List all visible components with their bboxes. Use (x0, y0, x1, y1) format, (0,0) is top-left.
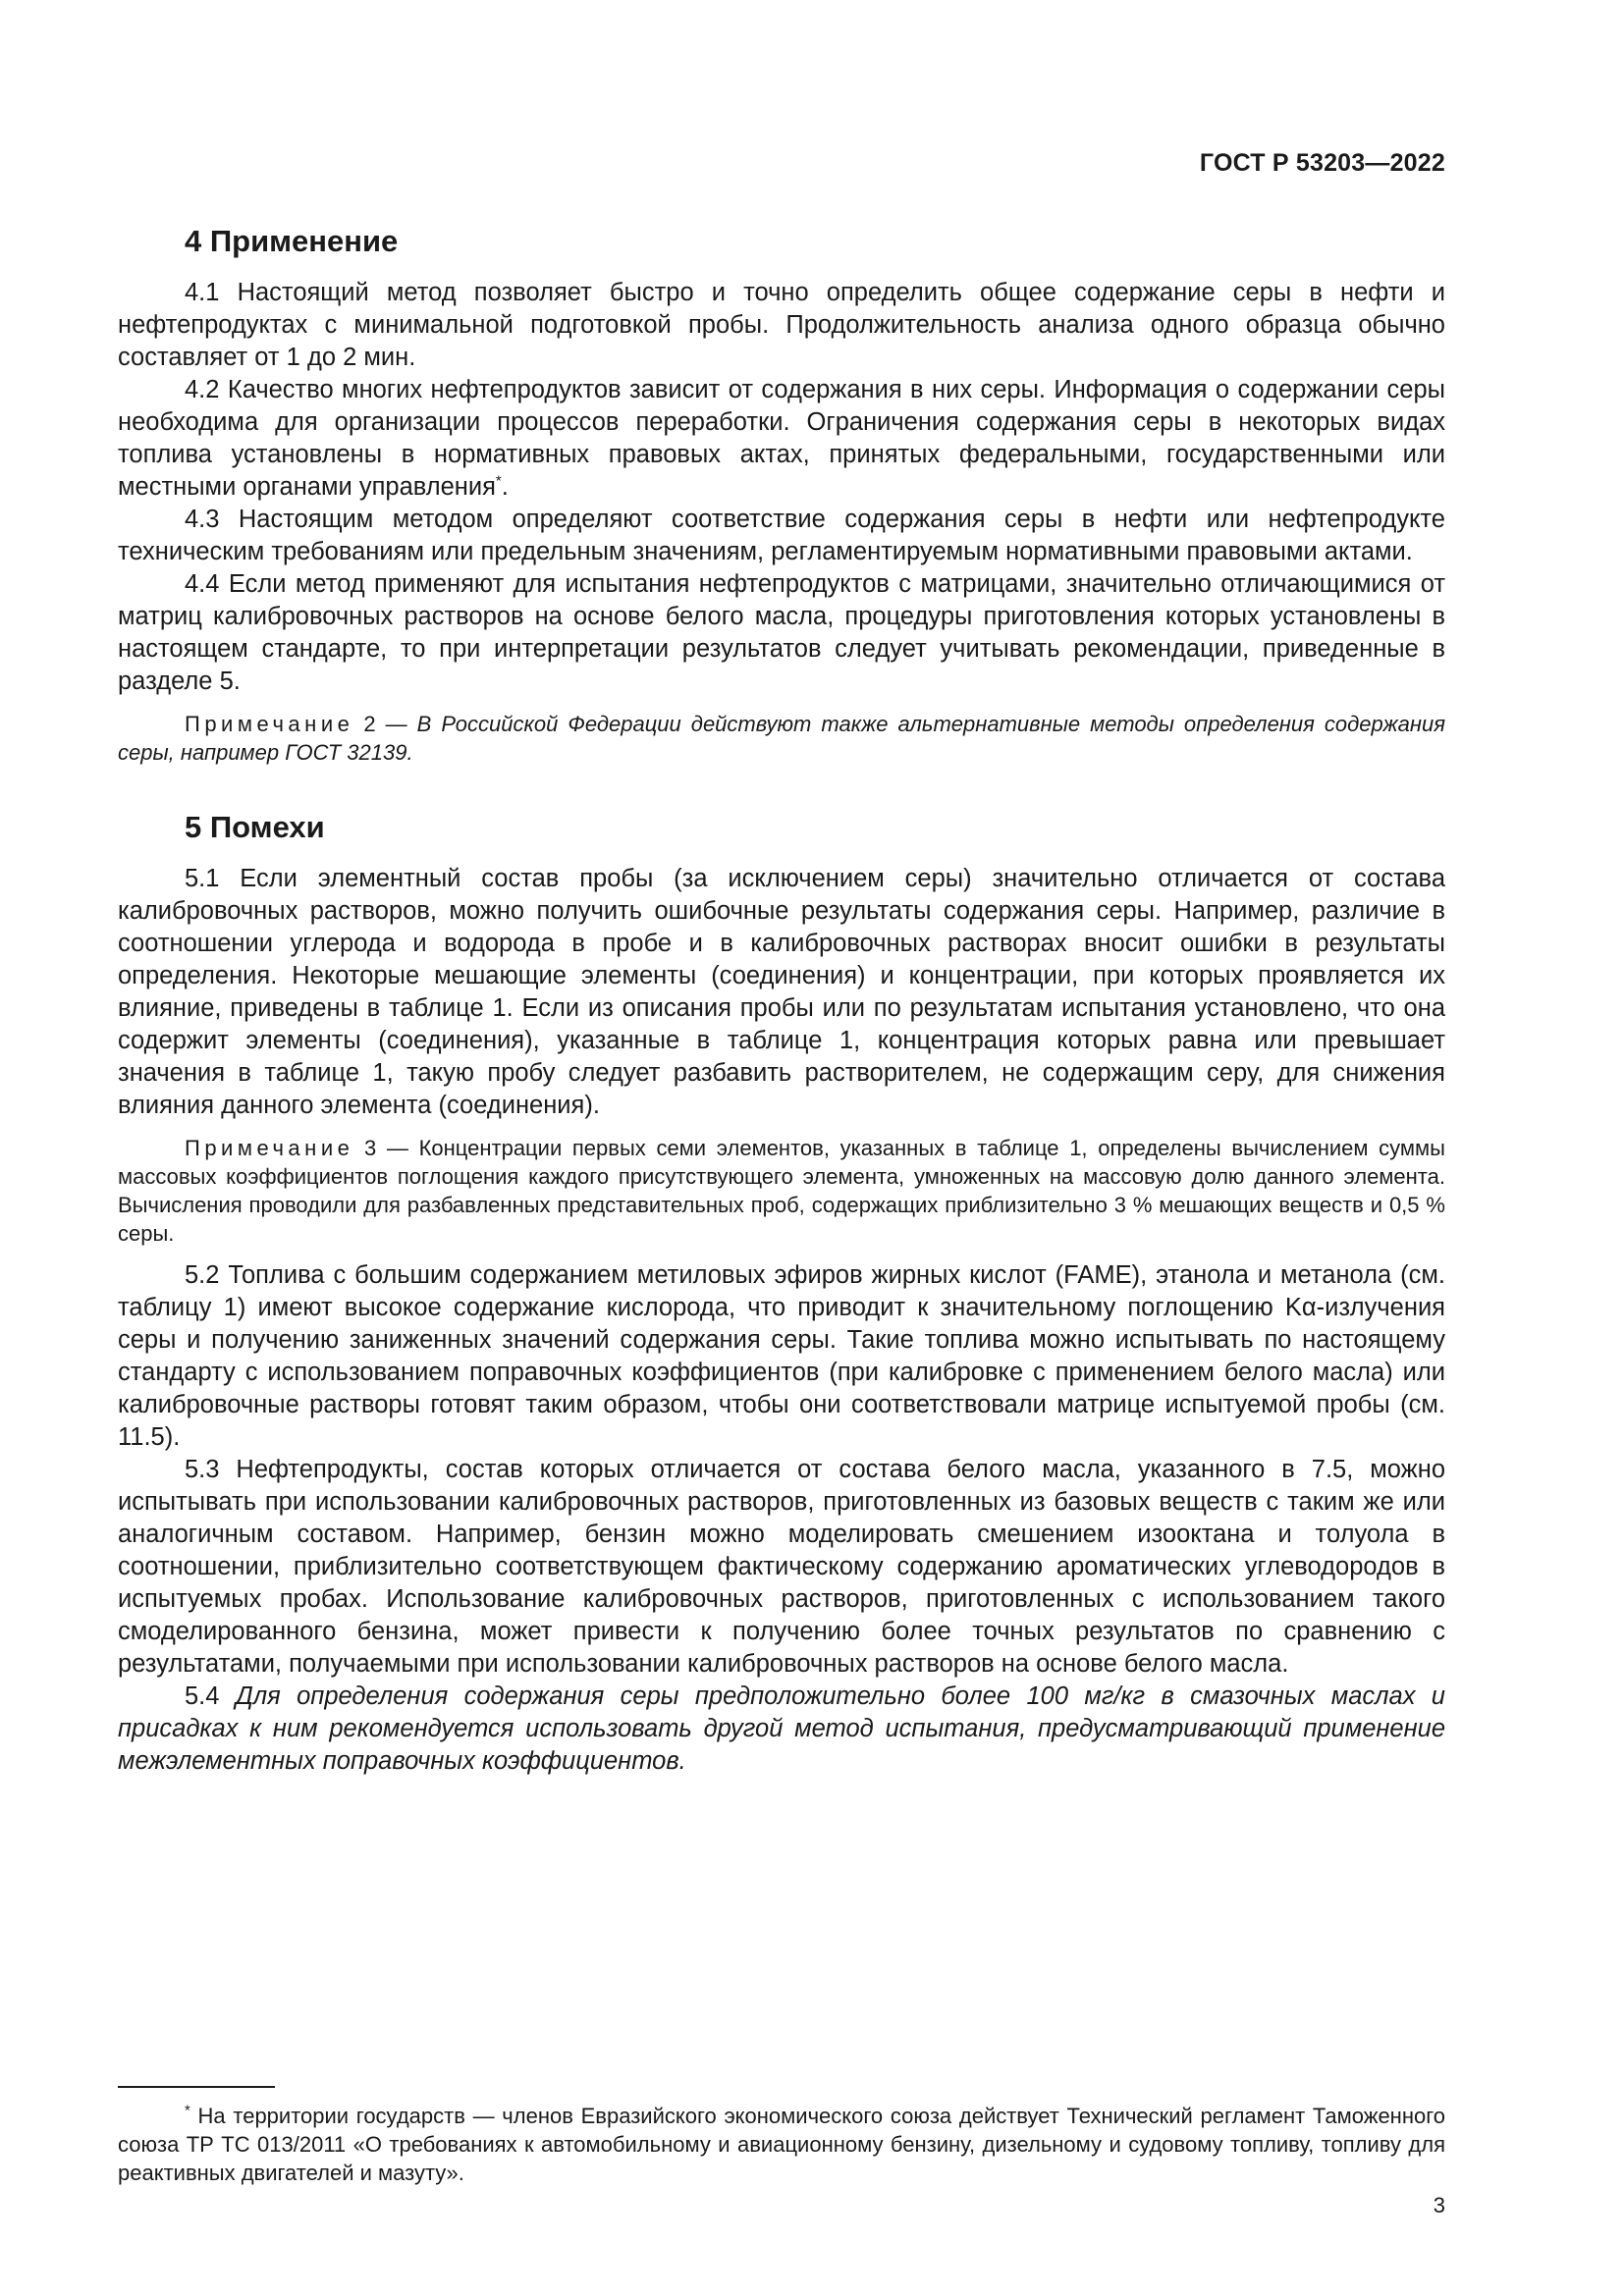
footnote-divider (118, 2086, 275, 2088)
section-5-title: 5 Помехи (185, 810, 325, 844)
paragraph-4-4: 4.4 Если метод применяют для испытания нефтепродуктов с матрицами, значительно отличающимися от матриц калибровочных растворов на основе белого масла, процедуры приготовления которых установлены в настоящем стандарте, то при интерпретации результатов следует учитывать рекомендации, приведенные в разделе 5. (118, 570, 1445, 695)
document-page (118, 0, 1445, 2296)
paragraph-5-2: 5.2 Топлива с большим содержанием метиловых эфиров жирных кислот (FAME), этанола и метанола (см. таблицу 1) имеют высокое содержание кислорода, что приводит к значительному поглощению Kα-излучения серы и получению заниженных значений содержания серы. Такие топлива можно испытывать по настоящему стандарту с использованием поправочных коэффициентов (при калибровке с применением белого масла) или калибровочные растворы готовят таким образом, чтобы они соответствовали матрице испытуемой пробы (см. 11.5). (118, 1261, 1445, 1451)
document-id-header: ГОСТ Р 53203—2022 (1199, 149, 1445, 177)
note-2-number: 2 — (353, 712, 417, 736)
footnote-mark: * (185, 2102, 190, 2119)
paragraph-5-4 (118, 1681, 1445, 1778)
document-body (118, 222, 1445, 1778)
paragraph-4-2-text: 4.2 Качество многих нефтепродуктов зависит от содержания в них серы. Информация о содержании серы необходима для организации процессов переработки. Ограничения содержания серы в некоторых видах топлива установлены в нормативных правовых актах, принятых федеральными, государственными или местными органами управления (118, 376, 1445, 501)
footnote-text: На территории государств — членов Евразийского экономического союза действует Технический регламент Таможенного союза ТР ТС 013/2011 «О требованиях к автомобильному и авиационному бензину, дизельному и судовому топливу, топливу для реактивных двигателей и мазуту». (118, 2104, 1445, 2185)
paragraph-4-2 (118, 374, 1445, 504)
paragraph-4-3: 4.3 Настоящим методом определяют соответствие содержания серы в нефти или нефтепродукте техническим требованиям или предельным значениям, регламентируемым нормативными правовыми актами. (118, 506, 1445, 565)
note-2-text: В Российской Федерации действуют также альтернативные методы определения содержания серы, например ГОСТ 32139. (118, 712, 1446, 765)
paragraph-4-2-end: . (501, 473, 509, 501)
note-2-label: Примечание (185, 712, 354, 736)
section-4-title: 4 Применение (185, 224, 399, 258)
footnote (118, 2102, 1445, 2187)
note-3-text: 3 — Концентрации первых семи элементов, указанных в таблице 1, определены вычислением суммы массовых коэффициентов поглощения каждого присутствующего элемента, умноженных на массовую долю данного элемента. Вычисления проводили для разбавленных представительных проб, содержащих приблизительно 3 % мешающих веществ и 0,5 % серы. (118, 1136, 1445, 1246)
footnote-reference: * (495, 472, 502, 490)
note-2 (118, 710, 1445, 767)
paragraph-5-4-text: Для определения содержания серы предположительно более 100 мг/кг в смазочных маслах и присадках к ним рекомендуется использовать другой метод испытания, предусматривающий применение межэлементных поправочных коэффициентов. (118, 1682, 1445, 1775)
paragraph-4-1: 4.1 Настоящий метод позволяет быстро и точно определить общее содержание серы в нефти и нефтепродуктах с минимальной подготовкой пробы. Продолжительность анализа одного образца обычно составляет от 1 до 2 мин. (118, 279, 1445, 371)
paragraph-5-1: 5.1 Если элементный состав пробы (за исключением серы) значительно отличается от состава калибровочных растворов, можно получить ошибочные результаты содержания серы. Например, различие в соотношении углерода и водорода в пробе и в калибровочных растворах вносит ошибки в результаты определения. Некоторые мешающие элементы (соединения) и концентрации, при которых проявляется их влияние, приведены в таблице 1. Если из описания пробы или по результатам испытания установлено, что она содержит элементы (соединения), указанные в таблице 1, концентрация которых равна или превышает значения в таблице 1, такую пробу следует разбавить растворителем, не содержащим серу, для снижения влияния данного элемента (соединения). (118, 865, 1445, 1119)
paragraph-5-3: 5.3 Нефтепродукты, состав которых отличается от состава белого масла, указанного в 7.5, можно испытывать при использовании калибровочных растворов, приготовленных из базовых веществ с таким же или аналогичным составом. Например, бензин можно моделировать смешением изооктана и толуола в соотношении, приблизительно соответствующем фактическому содержанию ароматических углеводородов в испытуемых пробах. Использование калибровочных растворов, приготовленных с использованием такого смоделированного бензина, может привести к получению более точных результатов по сравнению с результатами, получаемыми при использовании калибровочных растворов на основе белого масла. (118, 1456, 1445, 1678)
paragraph-5-4-number: 5.4 (185, 1682, 236, 1710)
page-number: 3 (1433, 2193, 1445, 2217)
note-3-label: Примечание (185, 1136, 354, 1160)
note-3 (118, 1134, 1445, 1248)
